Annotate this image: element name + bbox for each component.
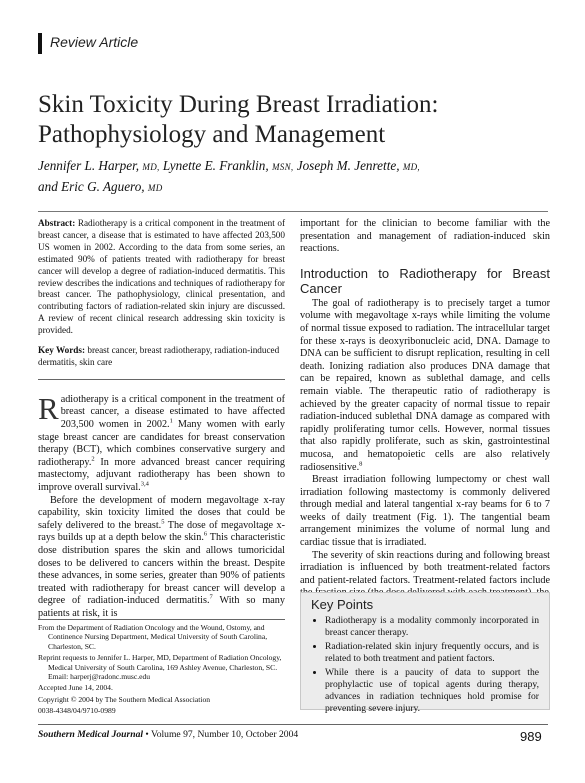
keywords-text: breast cancer, breast radiotherapy, radiation-induced dermatitis, skin care xyxy=(38,345,280,367)
citation-ref: 1 xyxy=(169,417,173,425)
section-bar xyxy=(38,33,42,54)
abstract-text: Radiotherapy is a critical component in the treatment of breast cancer, a disease that is estimated to have affected 203,500 US women in 2002. According to the data from some series, an estimated 90% of patients treated with radiotherapy for breast cancer will develop a degree of radiation-induced dermatitis. This review describes the indications and techniques of radiotherapy for breast cancer. The pathophysiology, clinical presentation, and contributing factors of radiation-related skin injury are discussed. A review of recent clinical research addressing skin toxicity is provided. xyxy=(38,218,285,336)
citation-ref: 2 xyxy=(91,455,95,463)
page-number: 989 xyxy=(520,729,542,744)
abstract xyxy=(38,218,285,337)
author-degree: MD xyxy=(147,183,163,193)
citation-ref: 6 xyxy=(203,531,208,539)
body-paragraph xyxy=(38,390,286,495)
journal-issue: • Volume 97, Number 10, October 2004 xyxy=(143,729,299,740)
body-paragraph xyxy=(300,298,550,474)
journal-citation xyxy=(38,729,298,740)
body-paragraph: important for the clinician to become familiar with the presentation and management of radiation-induced skin reactions. xyxy=(300,218,550,255)
abstract-divider xyxy=(38,379,285,380)
journal-name: Southern Medical Journal xyxy=(38,729,144,740)
drop-cap: R xyxy=(38,390,59,426)
citation-ref: 8 xyxy=(359,460,363,468)
section-label: Review Article xyxy=(50,34,139,50)
keywords-label: Key Words: xyxy=(38,345,86,356)
keywords xyxy=(38,345,285,369)
body-text: The dose of megavoltage x-rays builds up at a depth below the skin. xyxy=(38,519,285,544)
body-text: The goal of radiotherapy is to precisely target a tumor volume with megavoltage x-rays while limiting the volume of normal tissue exposed to radiation. The intracellular target for these x-rays is deoxyribonucleic acid, DNA. Damage to DNA can be sufficient to disrupt replication, resulting in cell death. Ionizing radiation also produces DNA damage that can be repaired, known as sublethal damage, and cells remain viable. The therapeutic ratio of radiotherapy is achieved by the greater capacity of normal tissue to repair radiation-induced sublethal DNA damage as compared with rapidly proliferating tumor cells. However, normal tissues that also rapidly proliferate, such as skin, gastrointestinal mucosa, and hematopoietic cells are also relatively radiosensitive. xyxy=(300,297,550,473)
footer-divider xyxy=(38,724,548,725)
body-text: Before the development of modern megavoltage x-ray capability, skin toxicity limited the doses that could be safely delivered to the breast. xyxy=(38,494,285,531)
key-points-box xyxy=(300,592,550,714)
reprint-note: Reprint requests to Jennifer L. Harper, MD, Department of Radiation Oncology, Medical University of South Carolina, 169 Ashley Avenue, Charleston, SC. Email: harperj@radonc.musc.edu xyxy=(38,653,282,682)
citation-ref: 7 xyxy=(209,593,213,601)
key-point-item: • While there is a paucity of data to support the prophylactic use of topical agents during therapy, advances in radiation techniques hold promise for preventing severe injury. xyxy=(325,667,539,715)
copyright-note: Copyright © 2004 by The Southern Medical Association xyxy=(38,694,211,704)
left-column xyxy=(38,218,285,621)
footnotes xyxy=(38,623,285,718)
article-title: Skin Toxicity During Breast Irradiation: Pathophysiology and Management xyxy=(38,91,439,148)
body-paragraph: The severity of skin reactions during and following breast irradiation is influenced by both treatment-related factors and patient-related factors. Treatment-related factors include xyxy=(300,549,550,586)
right-column xyxy=(300,218,550,600)
footnote-divider xyxy=(38,619,285,620)
abstract-label: Abstract: xyxy=(38,218,76,228)
body-paragraph: Breast irradiation following lumpectomy or chest wall irradiation following mastectomy is commonly delivered through medial and lateral tangential x-ray beams for 6 to 7 weeks of daily treatment (Fig. 1). The tangential beam arrangement minimizes the volume of normal lung and cardiac tissue that is irradiated. xyxy=(300,474,550,549)
doi-code: 0038-4348/04/9710-0989 xyxy=(38,706,116,716)
citation-ref: 3,4 xyxy=(140,480,149,488)
accepted-note: Accepted June 14, 2004. xyxy=(38,683,113,693)
key-points-title: Key Points xyxy=(311,597,374,612)
author-name: Joseph M. Jenrette, xyxy=(296,158,400,173)
affiliation-note: From the Department of Radiation Oncology and the Wound, Ostomy, and Continence Nursing Department, Medical University of South Carolina, Charleston, SC. xyxy=(38,623,268,651)
body-text: In more advanced breast cancer requiring mastectomy, adjuvant radiotherapy has been shown to improve overall survival. xyxy=(38,456,285,494)
body-text: With so many patients at risk, it is xyxy=(38,595,285,619)
author-degree: MSN, xyxy=(271,162,294,172)
key-point-item: • Radiotherapy is a modality commonly incorporated in breast cancer therapy. xyxy=(325,615,539,639)
author-name: Jennifer L. Harper, xyxy=(38,158,140,173)
author-list xyxy=(38,156,538,198)
header-divider xyxy=(38,211,548,212)
author-name: Lynette E. Franklin, xyxy=(162,158,269,173)
author-name: and Eric G. Aguero, xyxy=(38,179,145,194)
section-heading: Introduction to Radiotherapy for Breast Cancer xyxy=(300,265,550,296)
body-paragraph xyxy=(38,495,285,621)
author-degree: MD, xyxy=(402,162,420,172)
body-text: This characteristic dose distribution spares the skin and allows tumoricidal doses to be delivered to cancers within the breast. Despite these advances, in some series, greater than 90% of patients treated with radiotherapy for breast cancer will develop a degree of radiation-induced dermatitis. xyxy=(38,532,285,607)
author-degree: MD, xyxy=(142,162,160,172)
key-points-list xyxy=(311,615,539,715)
citation-ref: 5 xyxy=(161,518,165,526)
body-text: Many women with early stage breast cancer are candidates for breast conservation therapy (BCT), which combines conservative surgery and radiotherapy. xyxy=(38,419,286,468)
key-point-item: • Radiation-related skin injury frequently occurs, and is related to both treatment and patient factors. xyxy=(325,641,539,665)
body-text: adiotherapy is a critical component in the treatment of breast cancer, a disease estimated to have affected 203,500 women in 2002. xyxy=(60,393,285,431)
